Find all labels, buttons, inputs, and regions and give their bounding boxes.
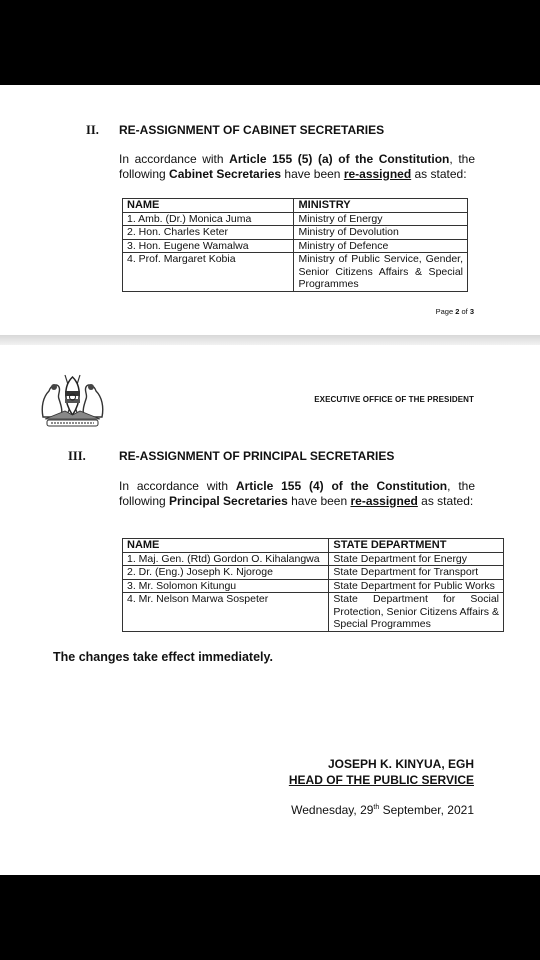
cabinet-intro-paragraph: In accordance with Article 155 (5) (a) of the Constitution, the following Cabinet Secretaries have been re-assigned as stated: [119,152,475,181]
ps-department: State Department for Public Works [329,579,504,593]
document-page-2 [0,85,540,335]
cs-name: 3. Hon. Eugene Wamalwa [123,239,294,253]
cs-ministry: Ministry of Energy [294,212,468,226]
signatory-title: HEAD OF THE PUBLIC SERVICE [288,773,474,787]
document-date: Wednesday, 29th September, 2021 [291,803,474,817]
column-header-state-department: STATE DEPARTMENT [329,539,504,553]
section-heading-principal: RE-ASSIGNMENT OF PRINCIPAL SECRETARIES [119,449,395,463]
principal-secretaries-table [122,538,504,632]
ps-name: 1. Maj. Gen. (Rtd) Gordon O. Kihalangwa [123,552,329,566]
page-separator [0,335,540,345]
table-row [123,239,468,253]
section-number-ii: II. [86,123,99,137]
table-row [123,566,504,580]
table-row [123,579,504,593]
ps-department: State Department for Transport [329,566,504,580]
ps-name: 3. Mr. Solomon Kitungu [123,579,329,593]
page-number: Page 2 of 3 [435,307,474,316]
table-header-row [123,539,504,553]
coat-of-arms-icon [35,367,110,429]
principal-intro-paragraph: In accordance with Article 155 (4) of the Constitution, the following Principal Secretaries have been re-assigned as stated: [119,479,475,508]
table-row [123,253,468,292]
section-number-iii: III. [68,449,86,463]
cs-ministry: Ministry of Public Service, Gender, Senior Citizens Affairs & Special Programmes [294,253,468,292]
office-header: EXECUTIVE OFFICE OF THE PRESIDENT [314,395,474,404]
cs-name: 1. Amb. (Dr.) Monica Juma [123,212,294,226]
ps-department: State Department for Energy [329,552,504,566]
cs-ministry: Ministry of Defence [294,239,468,253]
closing-statement: The changes take effect immediately. [53,650,273,664]
section-heading-cabinet: RE-ASSIGNMENT OF CABINET SECRETARIES [119,123,385,137]
document-page-3 [0,345,540,875]
table-row [123,593,504,632]
cs-ministry: Ministry of Devolution [294,226,468,240]
column-header-name: NAME [123,539,329,553]
ps-department: State Department for Social Protection, Senior Citizens Affairs & Special Programmes [329,593,504,632]
table-row [123,212,468,226]
table-row [123,226,468,240]
table-row [123,552,504,566]
cs-name: 4. Prof. Margaret Kobia [123,253,294,292]
ps-name: 2. Dr. (Eng.) Joseph K. Njoroge [123,566,329,580]
column-header-name: NAME [123,199,294,213]
column-header-ministry: MINISTRY [294,199,468,213]
signatory-name: JOSEPH K. KINYUA, EGH [327,757,474,771]
table-header-row [123,199,468,213]
cs-name: 2. Hon. Charles Keter [123,226,294,240]
ps-name: 4. Mr. Nelson Marwa Sospeter [123,593,329,632]
cabinet-secretaries-table [122,198,468,292]
